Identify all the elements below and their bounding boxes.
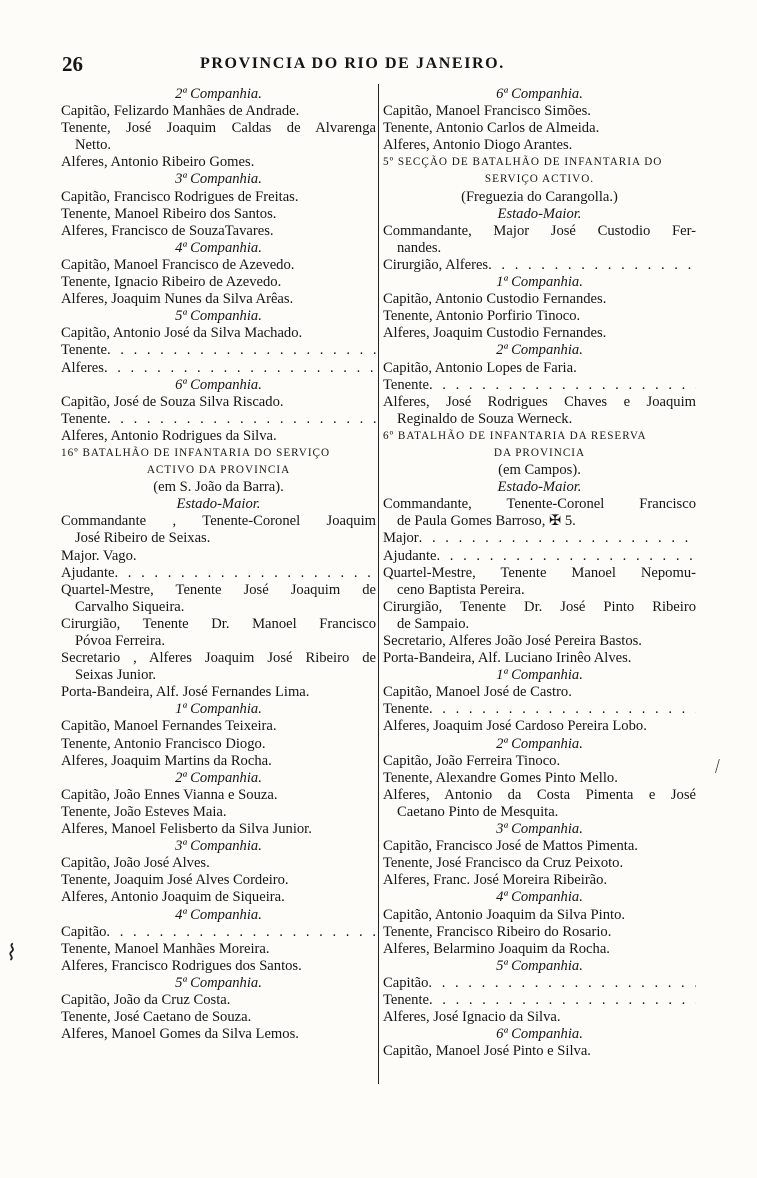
entry-line: Alferes, Belarmino Joaquim da Rocha. (383, 940, 610, 957)
entry-line: Tenente, Alexandre Gomes Pinto Mello. (383, 769, 618, 786)
entry-continuation: de Sampaio. (397, 615, 470, 632)
entry-line: Capitão, Manoel José Pinto e Silva. (383, 1043, 591, 1060)
entry-line: Alferes, José Ignacio da Silva. (383, 1009, 561, 1026)
entry-line: Porta-Bandeira, Alf. José Fernandes Lima. (61, 684, 310, 701)
dot-leader (104, 360, 376, 377)
entry-line: Tenente, Antonio Francisco Diogo. (61, 735, 266, 752)
dot-leader (429, 992, 696, 1009)
margin-stroke-mark: ⁄ (712, 756, 723, 776)
location-line: (em Campos). (498, 462, 581, 479)
company-heading: 2ª Companhia. (175, 769, 262, 786)
vacant-entry (61, 924, 376, 941)
entry-line: Capitão, Antonio Joaquim da Silva Pinto. (383, 906, 626, 923)
entry-line: Cirurgião, Tenente Dr. José Pinto Ribeiro (383, 598, 696, 615)
entry-continuation: de Paula Gomes Barroso, ✠ 5. (397, 513, 576, 530)
entry-label: Tenente (61, 410, 107, 427)
entry-label: Tenente (383, 376, 429, 393)
battalion-heading: 16º BATALHÃO DE INFANTARIA DO SERVIÇO (61, 446, 331, 459)
entry-line: Alferes, Franc. José Moreira Ribeirão. (383, 872, 608, 889)
entry-continuation: Reginaldo de Souza Werneck. (397, 410, 573, 427)
entry-label: Ajudante (61, 564, 115, 581)
vacant-entry (383, 975, 696, 992)
entry-line: Capitão, João Ennes Vianna e Souza. (61, 786, 278, 803)
entry-line: Cirurgião, Tenente Dr. Manoel Francisco (61, 615, 376, 632)
dot-leader (106, 924, 376, 941)
dot-leader (437, 548, 697, 565)
battalion-heading: 6º BATALHÃO DE INFANTARIA DA RESERVA (383, 429, 647, 442)
battalion-heading: SERVIÇO ACTIVO. (484, 173, 595, 186)
entry-continuation: Caetano Pinto de Mesquita. (397, 803, 559, 820)
entry-line: Capitão, Antonio Lopes de Faria. (383, 359, 577, 376)
entry-line: Tenente, Manoel Ribeiro dos Santos. (61, 205, 277, 222)
vacant-entry (61, 360, 376, 377)
entry-line: Secretario , Alferes Joaquim José Ribeiro de (61, 650, 376, 667)
dot-leader (428, 975, 696, 992)
entry-line: Tenente, Joaquim José Alves Cordeiro. (61, 872, 289, 889)
company-heading: 6ª Companhia. (175, 376, 262, 393)
vacant-entry (383, 377, 696, 394)
entry-line: Alferes, Manoel Felisberto da Silva Junior. (61, 821, 312, 838)
company-heading: 1ª Companhia. (496, 667, 583, 684)
page-number: 26 (62, 52, 83, 76)
entry-continuation: Carvalho Siqueira. (75, 598, 185, 615)
entry-line: Capitão, Manoel Francisco Simões. (383, 103, 591, 120)
entry-line: Tenente, João Esteves Maia. (61, 803, 227, 820)
vacant-entry (383, 992, 696, 1009)
vacant-entry (383, 257, 696, 274)
vacant-entry (61, 411, 376, 428)
company-heading: 2ª Companhia. (496, 342, 583, 359)
entry-continuation: nandes. (397, 239, 442, 256)
company-heading: 2ª Companhia. (496, 735, 583, 752)
entry-continuation: ceno Baptista Pereira. (397, 581, 525, 598)
company-heading: 1ª Companhia. (175, 701, 262, 718)
entry-label: Major (383, 530, 419, 547)
entry-line: Tenente, Manoel Manhães Moreira. (61, 940, 270, 957)
company-heading: 5ª Companhia. (175, 308, 262, 325)
vacant-entry (61, 565, 376, 582)
dot-leader (488, 257, 696, 274)
entry-line: Capitão, Antonio Custodio Fernandes. (383, 291, 607, 308)
entry-label: Tenente (61, 342, 107, 359)
entry-line: Capitão, Manoel Francisco de Azevedo. (61, 256, 295, 273)
company-heading: 1ª Companhia. (496, 274, 583, 291)
entry-label: Ajudante (383, 547, 437, 564)
dot-leader (115, 565, 377, 582)
page-title: PROVINCIA DO RIO DE JANEIRO. (200, 55, 505, 72)
entry-line: Commandante, Major José Custodio Fer- (383, 222, 696, 239)
company-heading: 4ª Companhia. (175, 239, 262, 256)
entry-line: Alferes, Francisco Rodrigues dos Santos. (61, 957, 302, 974)
company-heading: 5ª Companhia. (496, 957, 583, 974)
company-heading: Estado-Maior. (176, 496, 261, 513)
company-heading: 6ª Companhia. (496, 86, 583, 102)
company-heading: 4ª Companhia. (175, 906, 262, 923)
entry-line: Capitão, Francisco José de Mattos Pimenta. (383, 838, 638, 855)
entry-line: Alferes, Antonio Joaquim de Siqueira. (61, 889, 285, 906)
company-heading: 4ª Companhia. (496, 889, 583, 906)
location-line: (em S. João da Barra). (153, 479, 284, 496)
entry-label: Alferes (61, 359, 104, 376)
margin-bracket-mark: ⌇ (4, 939, 19, 966)
vacant-entry (383, 701, 696, 718)
entry-line: Alferes, Antonio Ribeiro Gomes. (61, 154, 255, 171)
entry-line: Commandante , Tenente-Coronel Joaquim (61, 513, 376, 530)
dot-leader (429, 701, 696, 718)
entry-line: Capitão, José de Souza Silva Riscado. (61, 393, 284, 410)
entry-label: Tenente (383, 991, 429, 1008)
company-heading: 5ª Companhia. (175, 974, 262, 991)
dot-leader (429, 377, 696, 394)
entry-line: Alferes, José Rodrigues Chaves e Joaquim (383, 393, 696, 410)
page-header (62, 52, 557, 78)
company-heading: Estado-Maior. (497, 479, 582, 496)
entry-line: Alferes, Antonio Rodrigues da Silva. (61, 427, 277, 444)
entry-line: Alferes, Joaquim Martins da Rocha. (61, 752, 272, 769)
right-column (383, 86, 696, 1060)
vacant-entry (383, 548, 696, 565)
location-line: (Freguezia do Carangolla.) (461, 188, 618, 205)
left-column (61, 86, 376, 1043)
entry-line: Alferes, Antonio Diogo Arantes. (383, 137, 573, 154)
dot-leader (419, 530, 696, 547)
entry-line: Tenente, Antonio Carlos de Almeida. (383, 120, 600, 137)
company-heading: 3ª Companhia. (175, 838, 262, 855)
dot-leader (107, 342, 376, 359)
dot-leader (107, 411, 376, 428)
entry-line: Capitão, João Ferreira Tinoco. (383, 752, 561, 769)
entry-label: Capitão (61, 923, 107, 940)
entry-line: Alferes, Joaquim Nunes da Silva Arêas. (61, 291, 294, 308)
entry-continuation: Póvoa Ferreira. (75, 633, 165, 649)
entry-line: Tenente, Ignacio Ribeiro de Azevedo. (61, 274, 282, 291)
entry-line: Quartel-Mestre, Tenente Manoel Nepomu- (383, 564, 696, 581)
battalion-heading: DA PROVINCIA (493, 446, 586, 459)
entry-line: Commandante, Tenente-Coronel Francisco (383, 496, 696, 513)
entry-continuation: José Ribeiro de Seixas. (75, 530, 211, 547)
entry-line: Alferes, Antonio da Costa Pimenta e José (383, 786, 696, 803)
entry-continuation: Seixas Junior. (75, 667, 157, 684)
entry-line: Alferes, Manoel Gomes da Silva Lemos. (61, 1026, 299, 1043)
entry-line: Major. Vago. (61, 547, 137, 564)
entry-line: Alferes, Joaquim Custodio Fernandes. (383, 325, 607, 342)
vacant-entry (61, 342, 376, 359)
company-heading: 3ª Companhia. (496, 821, 583, 838)
entry-line: Tenente, Francisco Ribeiro do Rosario. (383, 923, 612, 940)
entry-label: Tenente (383, 701, 429, 718)
entry-line: Quartel-Mestre, Tenente José Joaquim de (61, 581, 376, 598)
company-heading: Estado-Maior. (497, 205, 582, 222)
entry-line: Porta-Bandeira, Alf. Luciano Irinêo Alves. (383, 650, 632, 667)
battalion-heading: ACTIVO DA PROVINCIA (146, 464, 291, 477)
entry-line: Tenente, José Joaquim Caldas de Alvarenga (61, 120, 376, 137)
company-heading: 6ª Companhia. (496, 1026, 583, 1043)
entry-label: Capitão (383, 974, 429, 991)
entry-line: Tenente, José Francisco da Cruz Peixoto. (383, 855, 624, 872)
company-heading: 3ª Companhia. (175, 171, 262, 188)
entry-line: Alferes, Joaquim José Cardoso Pereira Lobo. (383, 718, 647, 735)
entry-line: Capitão, João da Cruz Costa. (61, 991, 231, 1008)
vacant-entry (383, 530, 696, 547)
entry-line: Secretario, Alferes João José Pereira Bastos. (383, 633, 642, 649)
entry-line: Capitão, Francisco Rodrigues de Freitas. (61, 188, 299, 205)
entry-label: Cirurgião, Alferes (383, 256, 489, 273)
entry-line: Tenente, José Caetano de Souza. (61, 1009, 252, 1026)
entry-line: Capitão, Antonio José da Silva Machado. (61, 325, 303, 342)
company-heading: 2ª Companhia. (175, 86, 262, 102)
entry-line: Capitão, Felizardo Manhães de Andrade. (61, 103, 300, 120)
entry-line: Tenente, Antonio Porfirio Tinoco. (383, 308, 581, 325)
entry-line: Capitão, Manoel José de Castro. (383, 684, 572, 701)
entry-continuation: Netto. (75, 137, 112, 154)
column-divider (378, 84, 379, 1084)
entry-line: Alferes, Francisco de SouzaTavares. (61, 222, 274, 239)
entry-line: Capitão, João José Alves. (61, 855, 210, 872)
entry-line: Capitão, Manoel Fernandes Teixeira. (61, 718, 277, 735)
battalion-heading: 5º SECÇÃO DE BATALHÃO DE INFANTARIA DO (383, 156, 663, 169)
